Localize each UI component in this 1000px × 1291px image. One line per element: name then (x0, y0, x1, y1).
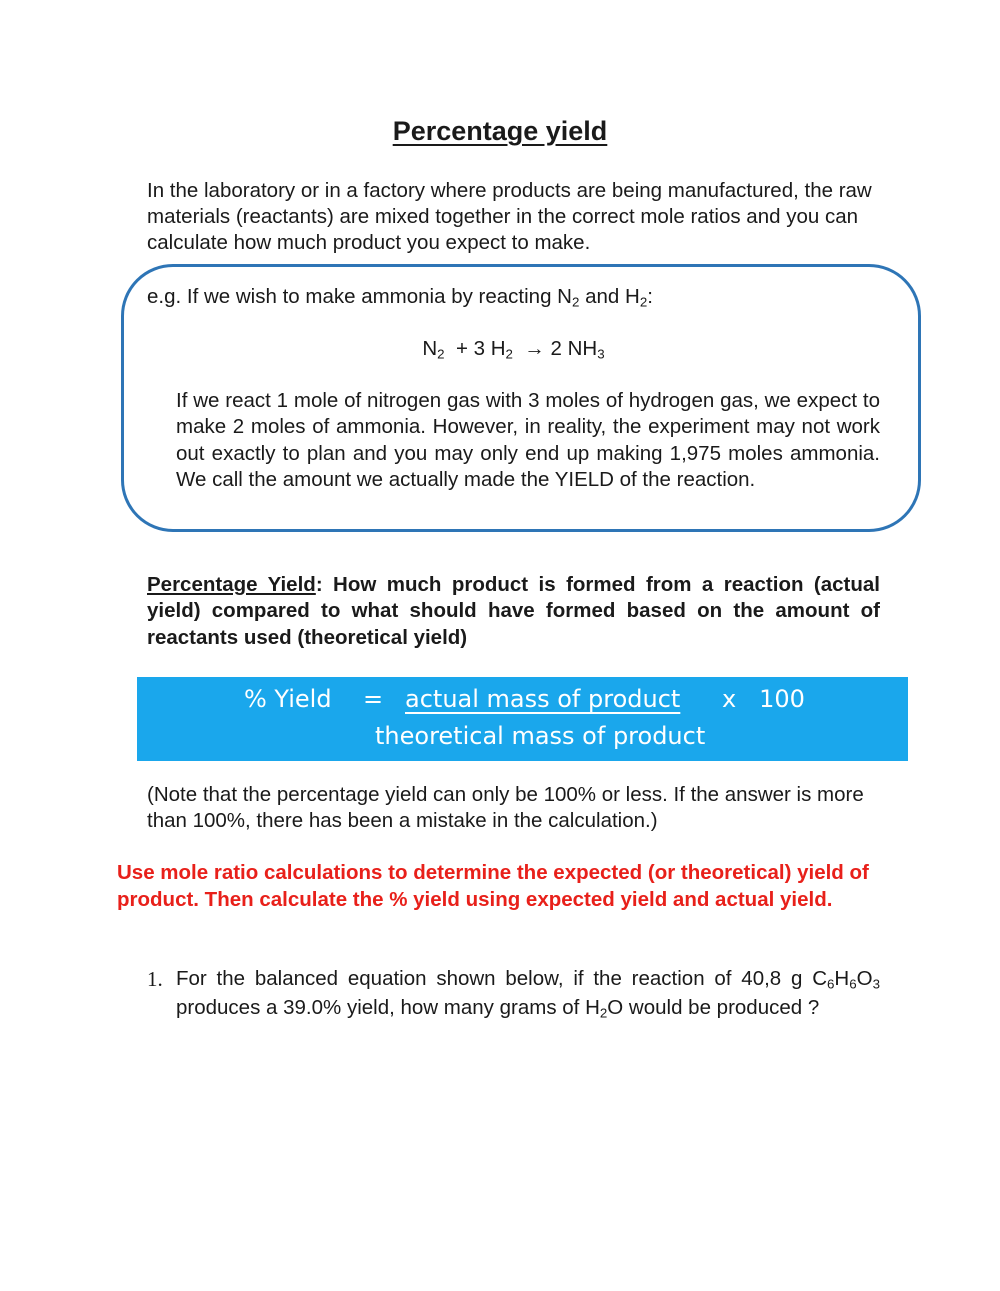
reactant-nitrogen: N (422, 337, 438, 360)
subscript: 2 (639, 294, 648, 310)
subscript: 2 (437, 346, 445, 362)
question-text-part: H (834, 967, 850, 990)
subscript: 3 (872, 976, 880, 992)
question-text-part: For the balanced equation shown below, if the reaction of 40,8 g C (176, 967, 828, 990)
intro-paragraph: In the laboratory or in a factory where products are being manufactured, the raw materials (reactants) are mixed together in the correct mole ratios and you can calculate how much product you expect to make. (147, 179, 872, 254)
subscript: 2 (505, 346, 513, 362)
example-intro-suffix: : (647, 285, 653, 308)
note-paragraph: (Note that the percentage yield can only be 100% or less. If the answer is more than 100%, there has been a mistake in the calculation.) (147, 783, 864, 832)
product-ammonia: → 2 NH (512, 337, 598, 360)
page-title: Percentage yield (392, 116, 608, 146)
formula-numerator: actual mass of product (405, 685, 681, 713)
definition-paragraph (147, 572, 880, 651)
formula-multiplier: x 100 (722, 685, 805, 713)
formula-equals: = (363, 685, 384, 713)
definition-term: Percentage Yield (147, 573, 316, 596)
reactant-hydrogen: + 3 H (444, 337, 506, 360)
question-text-part: O would be produced ? (607, 995, 820, 1019)
definition-text: : How much product is formed from a reaction (actual yield) compared to what should have formed based on the amount of reactants used (theoretical yield) (147, 573, 880, 649)
example-intro-prefix: e.g. If we wish to make ammonia by reacting N (147, 285, 572, 308)
example-paragraph: If we react 1 mole of nitrogen gas with 3 moles of hydrogen gas, we expect to make 2 moles of ammonia. However, in reality, the experiment may not work out exactly to plan and you may only end up making 1,975 moles ammonia. We call the amount we actually made the YIELD of the reaction. (176, 389, 880, 491)
instruction-paragraph: Use mole ratio calculations to determine the expected (or theoretical) yield of product. Then calculate the % yield using expected yield and actual yield. (117, 861, 869, 911)
subscript: 6 (827, 976, 835, 992)
question-item (147, 965, 880, 1022)
example-intro-mid: and H (579, 285, 640, 308)
example-intro (147, 284, 653, 310)
formula-lhs: % Yield (244, 685, 332, 713)
question-text-part: produces a 39.0% yield, how many grams of H (176, 995, 600, 1019)
subscript: 2 (572, 294, 580, 310)
chemical-equation (0, 336, 1000, 362)
subscript: 6 (849, 976, 857, 992)
question-text (176, 965, 880, 1022)
subscript: 2 (599, 1004, 608, 1020)
formula-box (137, 677, 908, 761)
question-text-part: O (856, 967, 873, 990)
formula-denominator: theoretical mass of product (375, 722, 706, 750)
question-number: 1. (147, 967, 163, 991)
subscript: 3 (597, 346, 605, 362)
